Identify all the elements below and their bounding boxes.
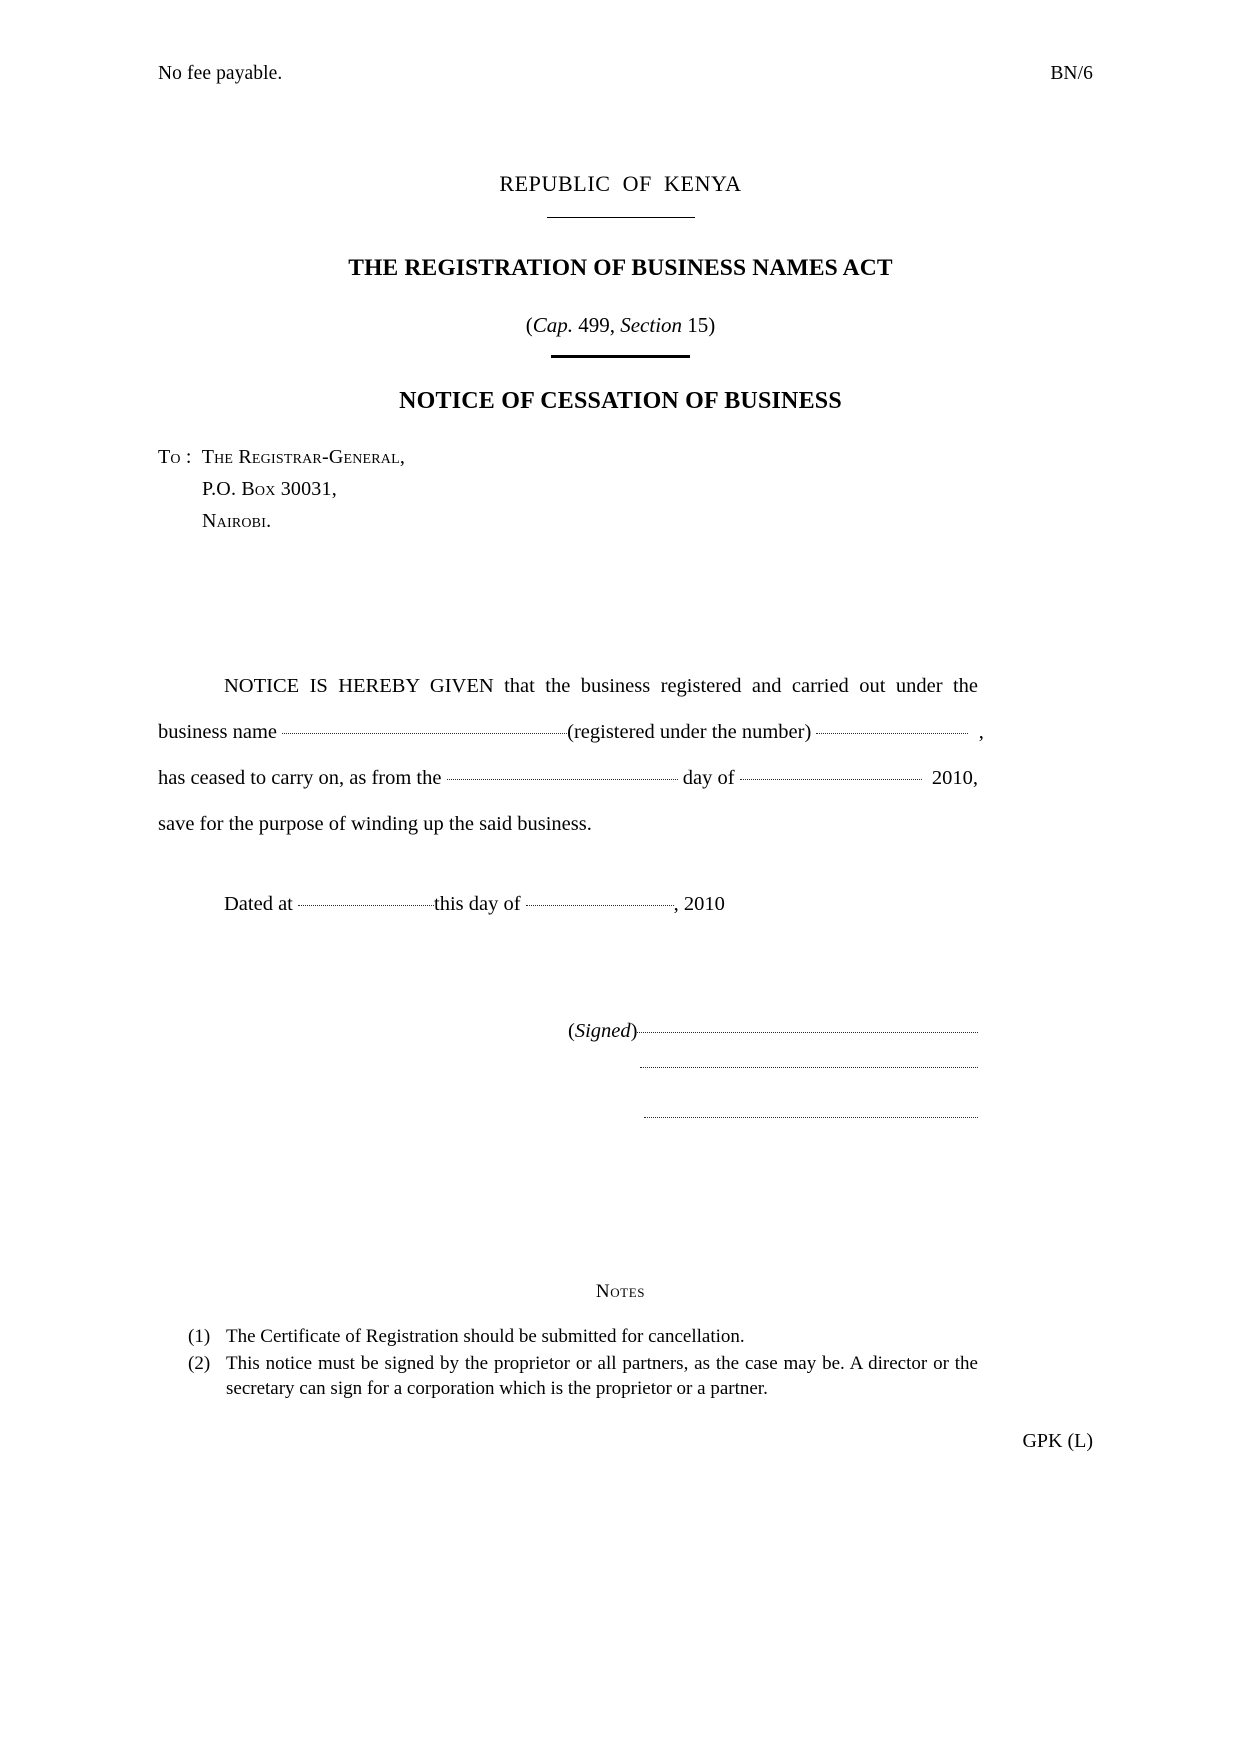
signature-row-3 (568, 1120, 978, 1170)
signature-row-2 (568, 1070, 978, 1120)
dated-year: , 2010 (673, 893, 725, 915)
addressee-block (158, 441, 405, 537)
signature-block (568, 1020, 978, 1170)
body-line-3 (158, 755, 978, 801)
citation-number: 499, (572, 312, 621, 337)
business-name-fill[interactable] (282, 732, 567, 734)
cessation-day-fill[interactable] (447, 778, 678, 780)
notes-list (188, 1324, 978, 1403)
divider-thin-top (547, 217, 695, 218)
list-item (188, 1351, 978, 1402)
signature-fill-1[interactable] (637, 1031, 978, 1033)
ceased-label: has ceased to carry on, as from the (158, 767, 442, 789)
form-code: BN/6 (1050, 63, 1093, 84)
citation-tail: 15) (682, 312, 716, 337)
notice-body (158, 663, 984, 847)
cessation-year: 2010, (931, 767, 979, 789)
addressee-line-1 (158, 441, 405, 473)
day-of-label: day of (682, 767, 735, 789)
registered-number-label: (registered under the number) (567, 721, 812, 743)
to-label: To : (158, 446, 192, 468)
addressee-line-2: P.O. Box 30031, (202, 478, 337, 500)
body-line-1: NOTICE IS HEREBY GIVEN that the business registered and carried out under the (224, 675, 978, 697)
addressee-line-3: Nairobi. (202, 510, 272, 532)
addressee-name: The Registrar-General, (201, 446, 406, 468)
this-day-of-label: this day of (434, 893, 521, 915)
note-number: (2) (188, 1352, 211, 1374)
page-title: NOTICE OF CESSATION OF BUSINESS (399, 388, 842, 415)
cessation-month-fill[interactable] (740, 778, 922, 780)
signed-label: (Signed) (568, 1020, 638, 1042)
signature-fill-3[interactable] (644, 1116, 978, 1118)
citation-section-italic: Section (620, 312, 683, 337)
body-line-2-comma: , (978, 721, 984, 743)
dated-at-label: Dated at (224, 893, 293, 915)
business-name-label: business name (158, 721, 277, 743)
page-header (158, 62, 1093, 85)
republic-heading: REPUBLIC OF KENYA (499, 171, 742, 196)
act-title: THE REGISTRATION OF BUSINESS NAMES ACT (348, 254, 893, 281)
signature-row-1 (568, 1020, 978, 1070)
body-line-4: save for the purpose of winding up the said business. (158, 813, 592, 835)
body-line-2 (158, 709, 984, 755)
citation-line (0, 312, 1241, 338)
citation-cap-italic: Cap. (532, 312, 573, 337)
title-block (0, 170, 1241, 416)
dated-line (224, 889, 725, 919)
dated-place-fill[interactable] (298, 904, 434, 906)
fee-note: No fee payable. (158, 63, 283, 84)
divider-thick (551, 355, 690, 358)
printer-mark: GPK (L) (1022, 1430, 1093, 1452)
notes-heading: Notes (595, 1281, 646, 1302)
list-item (188, 1324, 978, 1350)
note-text: The Certificate of Registration should be submitted for cancellation. (226, 1326, 745, 1347)
signature-fill-2[interactable] (640, 1066, 978, 1068)
note-number: (1) (188, 1326, 211, 1347)
registration-number-fill[interactable] (816, 732, 968, 734)
dated-date-fill[interactable] (526, 904, 674, 906)
citation-open: ( (525, 312, 533, 337)
note-text: This notice must be signed by the proprietor or all partners, as the case may be. A director or the secretary can sign for a corporation which is the proprietor or a partner. (226, 1352, 978, 1399)
